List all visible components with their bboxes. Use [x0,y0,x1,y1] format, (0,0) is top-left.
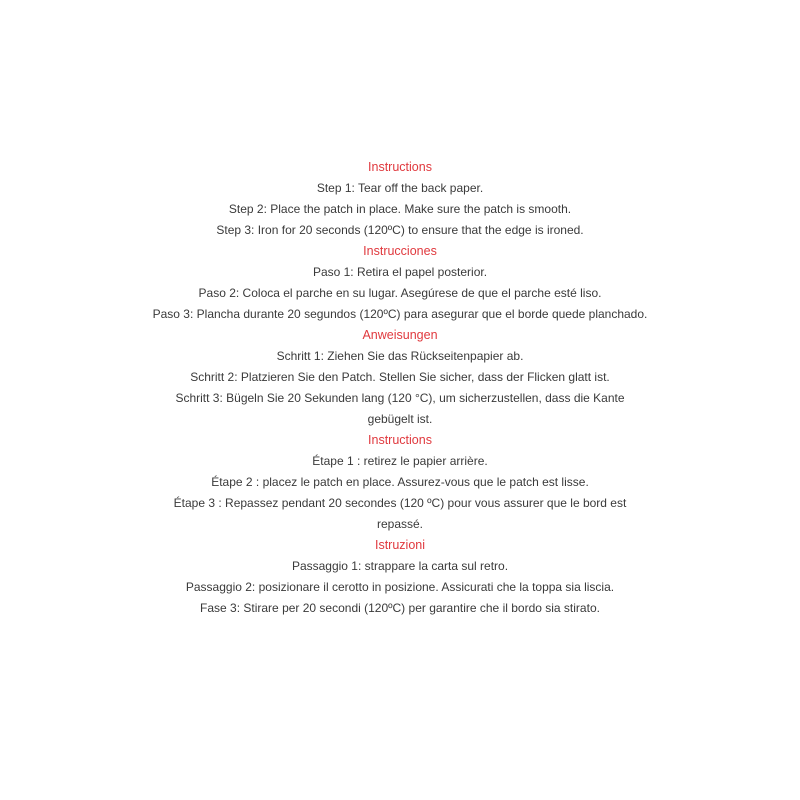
step-2-italian: Passaggio 2: posizionare il cerotto in posizione. Assicurati che la toppa sia liscia. [185,580,615,594]
step-2-spanish: Paso 2: Coloca el parche en su lugar. Asegúrese de que el parche esté liso. [198,286,602,300]
section-spanish [0,241,800,325]
section-title-english: Instructions [368,160,432,174]
step-3-spanish: Paso 3: Plancha durante 20 segundos (120ºC) para asegurar que el borde quede planchado. [152,307,648,321]
step-1-italian: Passaggio 1: strappare la carta sul retro. [291,559,509,573]
step-2-english: Step 2: Place the patch in place. Make sure the patch is smooth. [228,202,572,216]
instructions-document [0,157,800,619]
step-1-german: Schritt 1: Ziehen Sie das Rückseitenpapier ab. [276,349,524,363]
step-3-english: Step 3: Iron for 20 seconds (120ºC) to ensure that the edge is ironed. [216,223,584,237]
step-1-english: Step 1: Tear off the back paper. [316,181,484,195]
section-english [0,157,800,241]
step-1-spanish: Paso 1: Retira el papel posterior. [312,265,488,279]
section-title-french: Instructions [368,433,432,447]
section-title-spanish: Instrucciones [363,244,437,258]
section-title-german: Anweisungen [362,328,438,342]
step-2-german: Schritt 2: Platzieren Sie den Patch. Stellen Sie sicher, dass der Flicken glatt ist. [190,370,610,384]
step-1-french: Étape 1 : retirez le papier arrière. [312,454,488,468]
step-3-french: Étape 3 : Repassez pendant 20 secondes (120 ºC) pour vous assurer que le bord est repassé. [173,496,627,531]
section-french [0,430,800,535]
step-3-italian: Fase 3: Stirare per 20 secondi (120ºC) per garantire che il bordo sia stirato. [200,601,600,615]
section-italian [0,535,800,619]
section-title-italian: Istruzioni [374,538,426,552]
step-2-french: Étape 2 : placez le patch en place. Assurez-vous que le patch est lisse. [211,475,589,489]
section-german [0,325,800,430]
step-3-german: Schritt 3: Bügeln Sie 20 Sekunden lang (120 °C), um sicherzustellen, dass die Kante gebügelt ist. [175,391,625,426]
